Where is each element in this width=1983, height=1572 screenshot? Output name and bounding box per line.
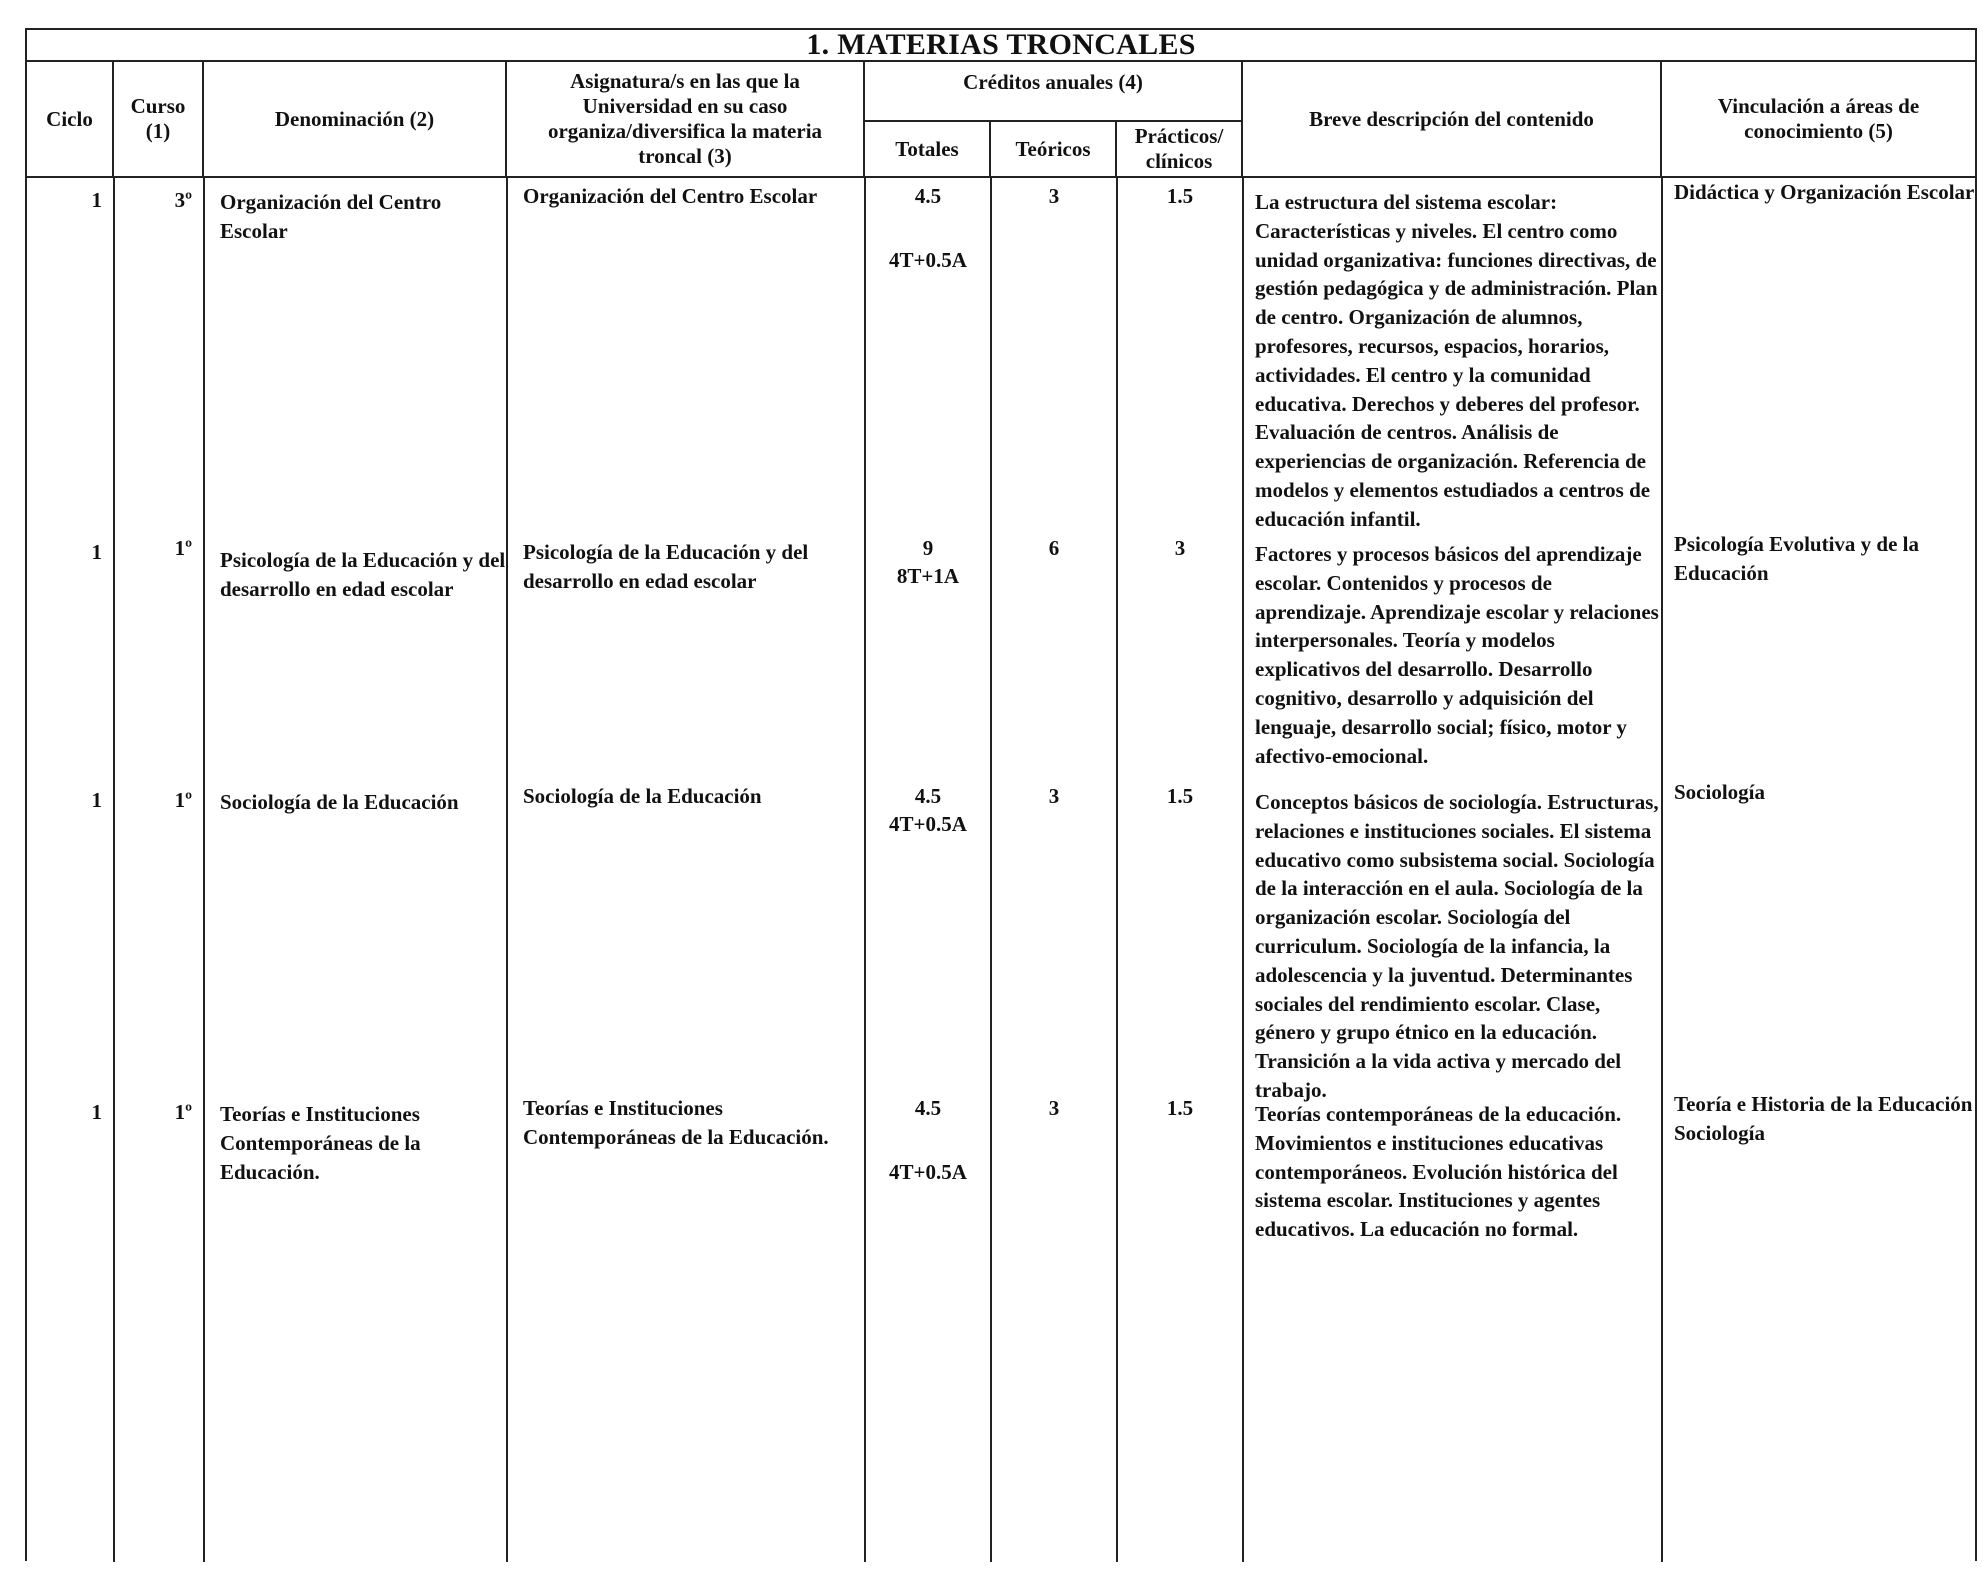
header-denominacion: Denominación (2) — [203, 61, 506, 177]
row-denominacion: Teorías e Instituciones Contemporáneas de la Educación. — [220, 1102, 421, 1184]
column-divider — [1116, 178, 1118, 1562]
header-descripcion: Breve descripción del contenido — [1242, 61, 1661, 177]
header-practicos: Prácticos/ clínicos — [1116, 121, 1242, 177]
row-curso: 3º — [174, 188, 192, 212]
row-vinculacion: Sociología — [1674, 780, 1766, 804]
row-totales: 9 — [922, 536, 934, 560]
row-practicos: 1.5 — [1166, 184, 1194, 208]
row-vinculacion: Didáctica y Organización Escolar — [1674, 180, 1975, 204]
header-teoricos: Teóricos — [990, 121, 1116, 177]
row-teoricos: 3 — [1048, 184, 1060, 208]
row-totales-detalle: 8T+1A — [896, 564, 960, 588]
materias-troncales-table — [25, 28, 1977, 1561]
header-curso: Curso (1) — [113, 61, 203, 177]
row-ciclo: 1 — [91, 1100, 102, 1124]
table-body — [26, 177, 1976, 1561]
row-teoricos: 6 — [1048, 536, 1060, 560]
row-descripcion: Conceptos básicos de sociología. Estructuras, relaciones e instituciones sociales. El sistema educativo como subsistema social. Sociología de la interacción en el aula. Sociología de la organización escolar. Sociología del curriculum. Sociología de la infancia, la adolescencia y la juventud. Determinantes sociales del rendimiento escolar. Clase, género y grupo étnico en la educación. Transición a la vida activa y mercado del trabajo. — [1255, 790, 1659, 1102]
row-denominacion: Psicología de la Educación y del desarrollo en edad escolar — [220, 548, 506, 601]
column-divider — [506, 178, 508, 1562]
rows-container — [27, 178, 1977, 1562]
row-totales-detalle: 4T+0.5A — [889, 248, 967, 272]
row-descripcion: Teorías contemporáneas de la educación. Movimientos e instituciones educativas contemporáneos. Evolución histórica del sistema escolar. Instituciones y agentes educativos. La educación no formal. — [1255, 1102, 1622, 1242]
column-divider — [203, 178, 205, 1562]
row-denominacion: Sociología de la Educación — [220, 790, 459, 814]
row-asignatura: Sociología de la Educación — [523, 784, 762, 808]
header-totales: Totales — [864, 121, 990, 177]
header-asignatura: Asignatura/s en las que la Universidad en su caso organiza/diversifica la materia troncal (3) — [506, 61, 864, 177]
row-curso: 1º — [174, 536, 192, 560]
row-ciclo: 1 — [91, 788, 102, 812]
table-title: 1. MATERIAS TRONCALES — [26, 29, 1976, 61]
row-practicos: 1.5 — [1166, 1096, 1194, 1120]
row-asignatura: Teorías e Instituciones Contemporáneas de la Educación. — [523, 1096, 829, 1149]
row-totales-detalle: 4T+0.5A — [889, 1160, 967, 1184]
column-divider — [113, 178, 115, 1562]
row-curso: 1º — [174, 788, 192, 812]
row-descripcion: Factores y procesos básicos del aprendizaje escolar. Contenidos y procesos de aprendizaje. Aprendizaje escolar y relaciones interpersonales. Teoría y modelos explicativos del desarrollo. Desarrollo cognitivo, desarrollo y adquisición del lenguaje, desarrollo social; físico, motor y afectivo-emocional. — [1255, 542, 1659, 768]
column-divider — [990, 178, 992, 1562]
row-asignatura: Psicología de la Educación y del desarrollo en edad escolar — [523, 540, 809, 593]
row-totales-detalle: 4T+0.5A — [889, 812, 967, 836]
row-descripcion: La estructura del sistema escolar: Características y niveles. El centro como unidad organizativa: funciones directivas, de gestión pedagógica y de administración. Plan de centro. Organización de alumnos, profesores, recursos, espacios, horarios, actividades. El centro y la comunidad educativa. Derechos y deberes del profesor. Evaluación de centros. Análisis de experiencias de organización. Referencia de modelos y elementos estudiados a centros de educación infantil. — [1255, 190, 1658, 531]
row-totales: 4.5 — [914, 184, 942, 208]
row-practicos: 3 — [1174, 536, 1186, 560]
row-ciclo: 1 — [91, 540, 102, 564]
row-asignatura: Organización del Centro Escolar — [523, 184, 818, 208]
row-totales: 4.5 — [914, 1096, 942, 1120]
row-totales: 4.5 — [914, 784, 942, 808]
row-practicos: 1.5 — [1166, 784, 1194, 808]
header-vinculacion: Vinculación a áreas de conocimiento (5) — [1661, 61, 1976, 177]
row-denominacion: Organización del Centro Escolar — [220, 190, 442, 243]
column-divider — [864, 178, 866, 1562]
row-vinculacion: Psicología Evolutiva y de la Educación — [1674, 532, 1920, 585]
header-ciclo: Ciclo — [26, 61, 113, 177]
row-ciclo: 1 — [91, 188, 102, 212]
row-curso: 1º — [174, 1100, 192, 1124]
row-teoricos: 3 — [1048, 1096, 1060, 1120]
row-vinculacion: Teoría e Historia de la Educación Sociología — [1674, 1092, 1973, 1145]
row-teoricos: 3 — [1048, 784, 1060, 808]
column-divider — [1242, 178, 1244, 1562]
header-creditos: Créditos anuales (4) — [864, 61, 1242, 121]
